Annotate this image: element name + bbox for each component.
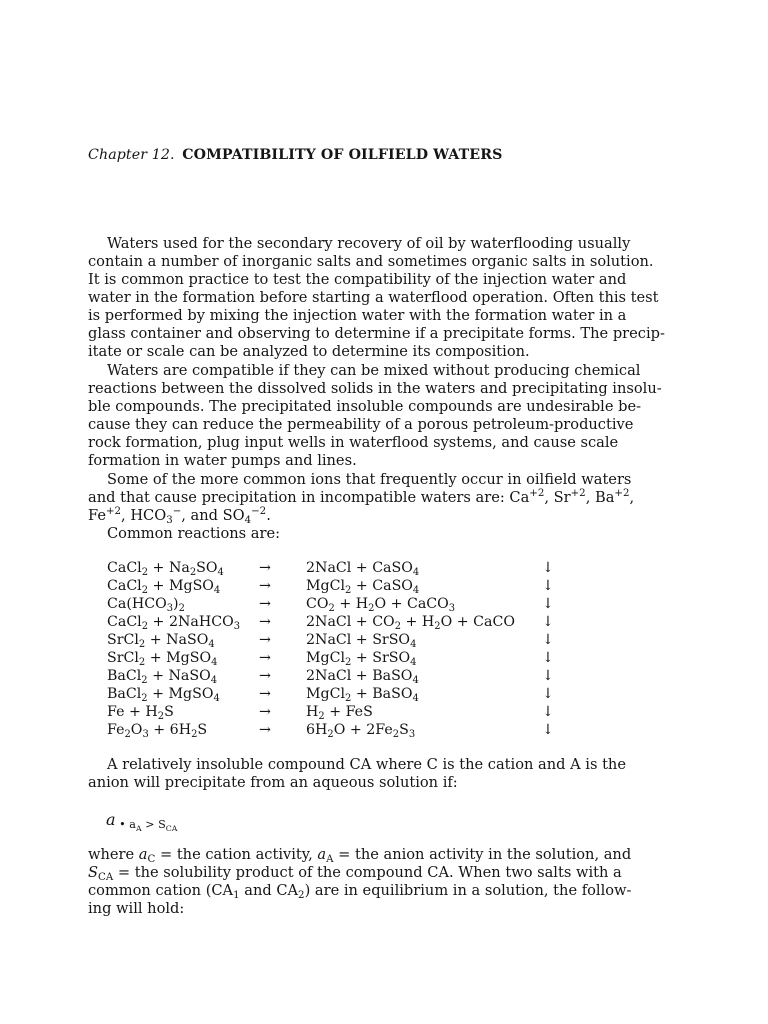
paragraph-precipitate [88,756,684,792]
text-line: Waters are compatible if they can be mixed without producing chemical [107,362,641,379]
text-line: reactions between the dissolved solids in the waters and precipitating insolu- [88,380,662,397]
reaction-arrow: → [259,578,271,594]
products: 2NaCl + $CO_2 + H_2O$ + CaCO [306,614,515,632]
products: 2NaCl + BaSO$_4$ [306,668,419,686]
reactants: $Fe_2O_3 + 6H_2S$ [107,722,208,740]
precipitate-arrow-icon: ↓ [542,560,554,576]
text-line: and that cause precipitation in incompatible waters are: $Ca^{+2}$, $Sr^{+2}$, $Ba^{+2}$, [88,488,635,506]
precipitate-arrow-icon: ↓ [542,722,554,738]
text-line: cause they can reduce the permeability of a porous petroleum-productive [88,416,634,433]
text-line: ing will hold: [88,900,185,917]
precipitate-arrow-icon: ↓ [542,650,554,666]
reaction-arrow: → [259,632,271,648]
reaction-row [107,650,567,668]
precipitate-arrow-icon: ↓ [542,704,554,720]
reaction-arrow: → [259,650,271,666]
precipitate-arrow-icon: ↓ [542,686,554,702]
products: 2NaCl + CaSO$_4$ [306,560,420,578]
precipitate-arrow-icon: ↓ [542,668,554,684]
reactants: BaCl$_2$ + NaSO$_4$ [107,668,218,686]
precipitate-arrow-icon: ↓ [542,632,554,648]
chapter-title: COMPATIBILITY OF OILFIELD WATERS [182,147,503,163]
products: $CO_2 + H_2O$ + CaCO$_3$ [306,596,456,614]
text-line: ble compounds. The precipitated insoluble compounds are undesirable be- [88,398,642,415]
reaction-arrow: → [259,596,271,612]
reactions-table [107,560,567,740]
precipitate-arrow-icon: ↓ [542,614,554,630]
text-line: where $a_C$ = the cation activity, $a_A$ = the anion activity in the solution, and [88,846,632,865]
text-line: itate or scale can be analyzed to determine its composition. [88,343,530,360]
reaction-row [107,704,567,722]
reaction-row [107,614,567,632]
reaction-row [107,596,567,614]
text-line: $Fe^{+2}$, $HCO_3^-$, and $SO_4^{-2}$. [88,506,271,526]
reaction-arrow: → [259,614,271,630]
chapter-number: Chapter 12. [88,147,175,163]
paragraph-definitions [88,846,684,918]
reaction-row [107,722,567,740]
text-line: Waters used for the secondary recovery of oil by waterflooding usually [107,235,631,252]
reactants: CaCl$_2$ + $Na_2SO_4$ [107,560,224,578]
reactants: CaCl$_2$ + MgSO$_4$ [107,578,221,596]
products: MgCl$_2$ + CaSO$_4$ [306,578,420,596]
precipitate-arrow-icon: ↓ [542,578,554,594]
reactants: SrCl$_2$ + NaSO$_4$ [107,632,215,650]
reactants: $Ca(HCO_3)_2$ [107,596,185,614]
text-line: $S_{CA}$ = the solubility product of the compound CA. When two salts with a [88,864,622,883]
text-line: is performed by mixing the injection water with the formation water in a [88,307,627,324]
reaction-arrow: → [259,722,271,738]
reaction-row [107,632,567,650]
reaction-row [107,686,567,704]
reaction-arrow: → [259,668,271,684]
paragraph-compatibility [88,362,684,470]
products: 2NaCl + SrSO$_4$ [306,632,417,650]
text-line: Some of the more common ions that frequently occur in oilfield waters [107,471,632,488]
precipitate-arrow-icon: ↓ [542,596,554,612]
reaction-arrow: → [259,686,271,702]
text-line: glass container and observing to determine if a precipitate forms. The precip- [88,325,665,342]
reactants: SrCl$_2$ + MgSO$_4$ [107,650,218,668]
paragraph-intro [88,235,684,361]
text-line: anion will precipitate from an aqueous solution if: [88,774,458,791]
text-line: formation in water pumps and lines. [88,452,357,469]
reaction-arrow: → [259,704,271,720]
text-line: It is common practice to test the compatibility of the injection water and [88,271,627,288]
products: MgCl$_2$ + SrSO$_4$ [306,650,417,668]
reaction-row [107,578,567,596]
products: MgCl$_2$ + BaSO$_4$ [306,686,419,704]
text-line: A relatively insoluble compound CA where C is the cation and A is the [107,756,626,773]
reaction-arrow: → [259,560,271,576]
chapter-heading [88,147,502,163]
reaction-row [107,668,567,686]
text-line: contain a number of inorganic salts and sometimes organic salts in solution. [88,253,654,270]
reactants: CaCl$_2$ + 2NaHCO$_3$ [107,614,241,632]
reaction-row [107,560,567,578]
text-line: common cation ($CA_1$ and $CA_2$) are in equilibrium in a solution, the follow- [88,882,632,901]
text-line: water in the formation before starting a waterflood operation. Often this test [88,289,659,306]
reactants: BaCl$_2$ + MgSO$_4$ [107,686,220,704]
paragraph-ions [88,471,684,525]
products: $H_2$ + FeS [306,704,373,722]
products: $6H_2O + 2Fe_2S_3$ [306,722,416,740]
text-line: rock formation, plug input wells in waterflood systems, and cause scale [88,434,619,451]
reactants: $Fe + H_2S$ [107,704,174,722]
solubility-formula: a $_{• a_A > S_{CA}}$ [106,810,178,833]
common-reactions-label: Common reactions are: [107,525,281,542]
